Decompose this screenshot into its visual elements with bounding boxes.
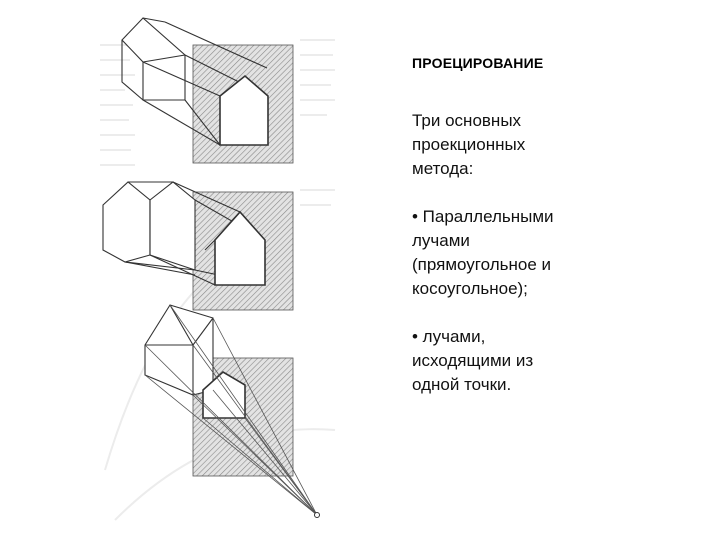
text-line: (прямоугольное и <box>412 255 551 274</box>
text-line: проекционных <box>412 135 526 154</box>
text-line: • лучами, <box>412 327 486 346</box>
central-projection-panel <box>145 305 320 518</box>
projection-illustration <box>95 0 340 530</box>
paragraph-parallel-rays <box>412 205 702 301</box>
slide-text-panel <box>412 55 702 421</box>
text-line: лучами <box>412 231 470 250</box>
text-line: одной точки. <box>412 375 512 394</box>
text-line: • Параллельными <box>412 207 554 226</box>
orthogonal-projection-panel <box>122 18 293 163</box>
oblique-projection-panel <box>103 182 293 310</box>
slide-body <box>412 109 702 397</box>
text-line: метода: <box>412 159 474 178</box>
text-line: Три основных <box>412 111 522 130</box>
paragraph-central-rays <box>412 325 702 397</box>
text-line: исходящими из <box>412 351 534 370</box>
paragraph-intro <box>412 109 702 181</box>
projection-center-point <box>315 513 320 518</box>
text-line: косоугольное); <box>412 279 528 298</box>
slide-title: ПРОЕЦИРОВАНИЕ <box>412 55 544 71</box>
